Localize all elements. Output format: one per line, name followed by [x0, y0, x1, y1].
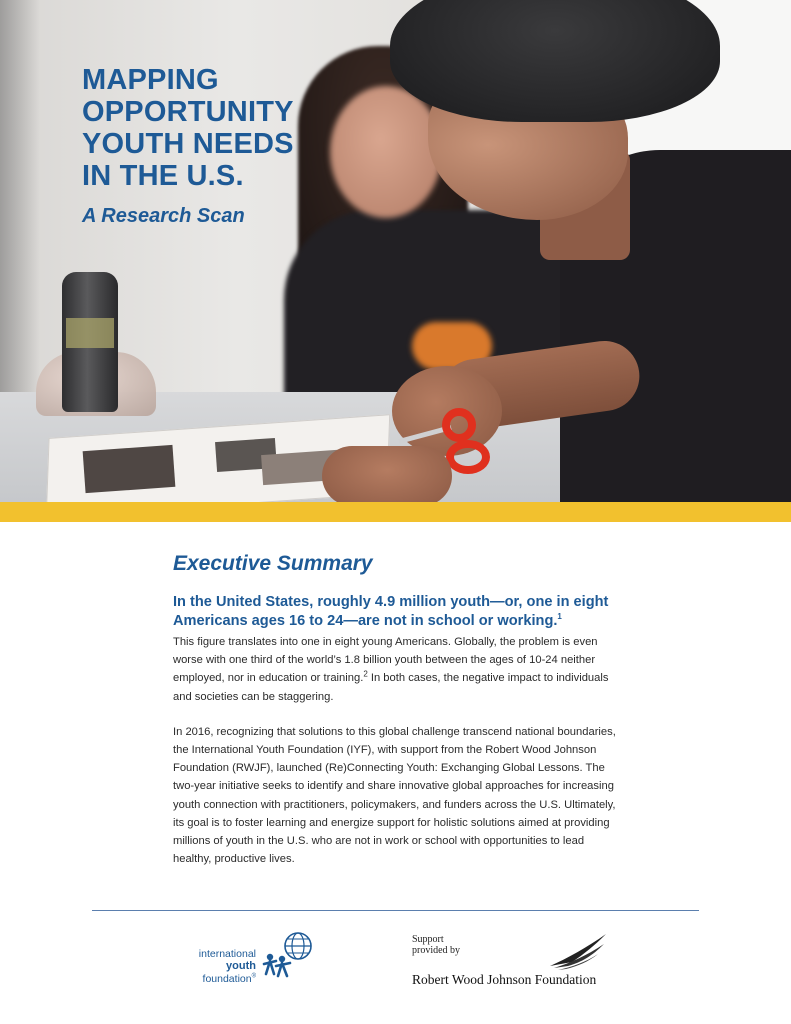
- cover-title: [82, 64, 372, 192]
- iyf-logo-text: foundation®: [202, 973, 256, 985]
- footer-divider: [92, 910, 699, 911]
- section-heading: Executive Summary: [173, 552, 373, 575]
- bird-logo-icon: [548, 932, 610, 972]
- executive-summary: [173, 552, 621, 868]
- footnote-ref[interactable]: 2: [363, 669, 368, 679]
- iyf-logo-text: youth: [226, 960, 256, 972]
- rwjf-logo: [410, 932, 620, 992]
- support-line: Support: [412, 934, 444, 945]
- cover-title-line: IN THE U.S.: [82, 160, 244, 192]
- rwjf-name: Robert Wood Johnson Foundation: [412, 972, 597, 987]
- cover-subtitle: A Research Scan: [82, 205, 245, 227]
- support-line: provided by: [412, 945, 461, 956]
- iyf-logo: [184, 930, 324, 990]
- cover-title-line: MAPPING: [82, 64, 219, 96]
- lede-text: In the United States, roughly 4.9 million youth—or, one in eight Americans ages 16 to 24—are not in school or working.: [173, 594, 609, 629]
- cover-title-line: OPPORTUNITY: [82, 96, 294, 128]
- support-credit: [412, 934, 460, 956]
- gold-band-divider: [0, 502, 791, 522]
- cover-title-line: YOUTH NEEDS: [82, 128, 294, 160]
- body-text: This figure translates into one in eight young Americans. Globally, the problem is even worse with one third of the world’s 1.8 billion youth between the ages of 10-24 neither employed, nor in education or training.: [173, 636, 598, 685]
- body-paragraph: [173, 633, 621, 706]
- iyf-logo-text: international: [198, 948, 256, 960]
- body-text: In both cases, the negative impact to individuals and societies can be staggering.: [173, 672, 609, 703]
- globe-logo-icon: [262, 930, 318, 986]
- body-paragraph: In 2016, recognizing that solutions to this global challenge transcend national boundaries, the International Youth Foundation (IYF), with support from the Robert Wood Johnson Foundation (RWJF), launched (Re)Connecting Youth: Exchanging Global Lessons. The two-year initiative seeks to identify and share innovative global approaches for increasing youth connection with practitioners, policymakers, and funders across the U.S. Ultimately, its goal is to foster learning and energize support for holistic solutions aimed at providing millions of youth in the U.S. who are not in work or school with opportunities to lead healthy, productive lives.: [173, 725, 616, 866]
- lede-paragraph: [173, 593, 621, 631]
- footnote-ref[interactable]: 1: [557, 612, 562, 622]
